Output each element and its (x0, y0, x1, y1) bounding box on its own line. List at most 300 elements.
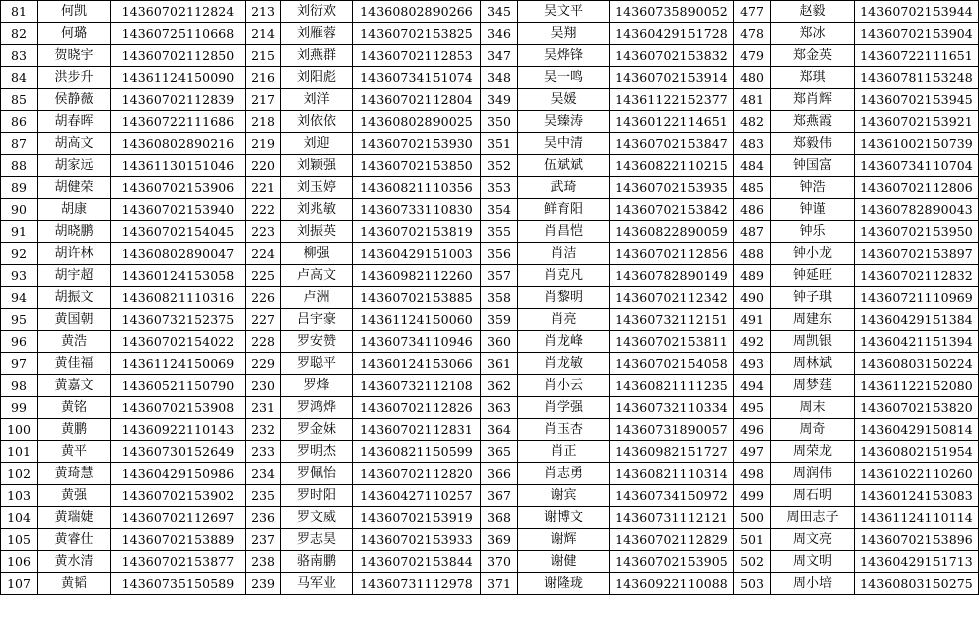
row-number-cell: 480 (734, 67, 771, 89)
student-id-cell: 14360732152375 (111, 309, 246, 331)
student-name-cell: 郑金英 (771, 45, 855, 67)
row-number-cell: 215 (246, 45, 281, 67)
student-id-cell: 14360702112820 (353, 463, 481, 485)
student-name-cell: 侯静薇 (38, 89, 111, 111)
student-id-cell: 14360429150814 (855, 419, 979, 441)
student-id-cell: 14360124153083 (855, 485, 979, 507)
student-id-cell: 14361124150090 (111, 67, 246, 89)
row-number-cell: 364 (481, 419, 518, 441)
student-name-cell: 周建东 (771, 309, 855, 331)
student-name-cell: 罗金妹 (281, 419, 353, 441)
student-name-cell: 罗志昊 (281, 529, 353, 551)
student-name-cell: 刘颖强 (281, 155, 353, 177)
student-name-cell: 赵毅 (771, 1, 855, 23)
table-row (1, 551, 979, 573)
table-row (1, 287, 979, 309)
student-name-cell: 罗聪平 (281, 353, 353, 375)
student-id-cell: 14360702153832 (610, 45, 734, 67)
student-name-cell: 罗文威 (281, 507, 353, 529)
student-id-cell: 14360702112826 (353, 397, 481, 419)
row-number-cell: 493 (734, 353, 771, 375)
student-name-cell: 贺晓宇 (38, 45, 111, 67)
student-id-cell: 14360702153902 (111, 485, 246, 507)
row-number-cell: 235 (246, 485, 281, 507)
student-id-cell: 14360429151713 (855, 551, 979, 573)
row-number-cell: 106 (1, 551, 38, 573)
student-id-cell: 14360702154045 (111, 221, 246, 243)
row-number-cell: 226 (246, 287, 281, 309)
row-number-cell: 93 (1, 265, 38, 287)
row-number-cell: 238 (246, 551, 281, 573)
student-name-cell: 吴烨锋 (518, 45, 610, 67)
table-row (1, 529, 979, 551)
row-number-cell: 91 (1, 221, 38, 243)
row-number-cell: 483 (734, 133, 771, 155)
student-name-cell: 胡振文 (38, 287, 111, 309)
row-number-cell: 371 (481, 573, 518, 595)
student-name-cell: 吴文平 (518, 1, 610, 23)
row-number-cell: 237 (246, 529, 281, 551)
student-name-cell: 郑冰 (771, 23, 855, 45)
student-name-cell: 胡高文 (38, 133, 111, 155)
student-name-cell: 洪步升 (38, 67, 111, 89)
table-row (1, 463, 979, 485)
student-name-cell: 肖小云 (518, 375, 610, 397)
student-id-cell: 14360802890047 (111, 243, 246, 265)
row-number-cell: 92 (1, 243, 38, 265)
student-name-cell: 黄浩 (38, 331, 111, 353)
student-name-cell: 卢洲 (281, 287, 353, 309)
student-id-cell: 14360521150790 (111, 375, 246, 397)
table-row (1, 507, 979, 529)
student-name-cell: 胡家远 (38, 155, 111, 177)
row-number-cell: 233 (246, 441, 281, 463)
row-number-cell: 98 (1, 375, 38, 397)
row-number-cell: 225 (246, 265, 281, 287)
row-number-cell: 213 (246, 1, 281, 23)
row-number-cell: 489 (734, 265, 771, 287)
student-name-cell: 周凯银 (771, 331, 855, 353)
table-row (1, 375, 979, 397)
row-number-cell: 228 (246, 331, 281, 353)
row-number-cell: 227 (246, 309, 281, 331)
row-number-cell: 104 (1, 507, 38, 529)
student-name-cell: 胡许林 (38, 243, 111, 265)
table-row (1, 243, 979, 265)
table-row (1, 89, 979, 111)
student-id-cell: 14360702154022 (111, 331, 246, 353)
student-name-cell: 周梦莛 (771, 375, 855, 397)
student-id-cell: 14360702112850 (111, 45, 246, 67)
student-name-cell: 刘兆敏 (281, 199, 353, 221)
student-name-cell: 卢高文 (281, 265, 353, 287)
student-id-cell: 14360702112856 (610, 243, 734, 265)
student-id-cell: 14360702153825 (353, 23, 481, 45)
row-number-cell: 221 (246, 177, 281, 199)
student-id-cell: 14360702153919 (353, 507, 481, 529)
table-row (1, 67, 979, 89)
student-id-cell: 14360782890149 (610, 265, 734, 287)
student-id-cell: 14361002150739 (855, 133, 979, 155)
student-name-cell: 黄瑞婕 (38, 507, 111, 529)
table-row (1, 397, 979, 419)
student-name-cell: 刘阳彪 (281, 67, 353, 89)
table-row (1, 111, 979, 133)
student-name-cell: 刘玉婷 (281, 177, 353, 199)
student-id-cell: 14360722111686 (111, 111, 246, 133)
row-number-cell: 494 (734, 375, 771, 397)
student-id-cell: 14360702112824 (111, 1, 246, 23)
student-id-cell: 14360702153819 (353, 221, 481, 243)
student-name-cell: 胡晓鹏 (38, 221, 111, 243)
student-id-cell: 14360702112832 (855, 265, 979, 287)
row-number-cell: 499 (734, 485, 771, 507)
student-name-cell: 黄韬 (38, 573, 111, 595)
student-id-cell: 14360702153944 (855, 1, 979, 23)
row-number-cell: 361 (481, 353, 518, 375)
row-number-cell: 107 (1, 573, 38, 595)
row-number-cell: 85 (1, 89, 38, 111)
student-id-cell: 14360732110334 (610, 397, 734, 419)
student-name-cell: 吴中清 (518, 133, 610, 155)
student-name-cell: 肖昌恺 (518, 221, 610, 243)
student-name-cell: 郑毅伟 (771, 133, 855, 155)
student-id-cell: 14360821150599 (353, 441, 481, 463)
row-number-cell: 87 (1, 133, 38, 155)
student-id-cell: 14360702112829 (610, 529, 734, 551)
row-number-cell: 497 (734, 441, 771, 463)
row-number-cell: 83 (1, 45, 38, 67)
row-number-cell: 355 (481, 221, 518, 243)
student-id-cell: 14360702112839 (111, 89, 246, 111)
student-name-cell: 黄水清 (38, 551, 111, 573)
student-name-cell: 周润伟 (771, 463, 855, 485)
student-name-cell: 钟子琪 (771, 287, 855, 309)
student-id-cell: 14361022110260 (855, 463, 979, 485)
student-name-cell: 刘雁蓉 (281, 23, 353, 45)
student-name-cell: 黄嘉文 (38, 375, 111, 397)
student-id-cell: 14360702153897 (855, 243, 979, 265)
student-id-cell: 14360702153908 (111, 397, 246, 419)
student-name-cell: 肖克凡 (518, 265, 610, 287)
student-id-cell: 14360702153885 (353, 287, 481, 309)
student-id-cell: 14360803150275 (855, 573, 979, 595)
student-id-cell: 14360124153066 (353, 353, 481, 375)
student-id-cell: 14360702153921 (855, 111, 979, 133)
row-number-cell: 502 (734, 551, 771, 573)
student-name-cell: 周末 (771, 397, 855, 419)
row-number-cell: 103 (1, 485, 38, 507)
row-number-cell: 214 (246, 23, 281, 45)
table-row (1, 419, 979, 441)
row-number-cell: 90 (1, 199, 38, 221)
student-id-cell: 14360802890266 (353, 1, 481, 23)
student-id-cell: 14360734110946 (353, 331, 481, 353)
student-id-cell: 14360702112697 (111, 507, 246, 529)
row-number-cell: 370 (481, 551, 518, 573)
student-name-cell: 钟浩 (771, 177, 855, 199)
student-name-cell: 郑燕霞 (771, 111, 855, 133)
student-id-cell: 14360124153058 (111, 265, 246, 287)
student-id-cell: 14360822890059 (610, 221, 734, 243)
student-name-cell: 郑琪 (771, 67, 855, 89)
student-id-cell: 14360982112260 (353, 265, 481, 287)
student-id-cell: 14361122152377 (610, 89, 734, 111)
row-number-cell: 356 (481, 243, 518, 265)
student-name-cell: 肖龙峰 (518, 331, 610, 353)
student-id-cell: 14360429150986 (111, 463, 246, 485)
student-id-cell: 14360781153248 (855, 67, 979, 89)
row-number-cell: 229 (246, 353, 281, 375)
student-name-cell: 郑肖辉 (771, 89, 855, 111)
row-number-cell: 345 (481, 1, 518, 23)
student-id-cell: 14360734150972 (610, 485, 734, 507)
student-id-cell: 14360735890052 (610, 1, 734, 23)
table-row (1, 221, 979, 243)
row-number-cell: 490 (734, 287, 771, 309)
student-id-cell: 14360725110668 (111, 23, 246, 45)
student-name-cell: 黄鹏 (38, 419, 111, 441)
row-number-cell: 222 (246, 199, 281, 221)
student-name-cell: 胡康 (38, 199, 111, 221)
student-id-cell: 14360821110314 (610, 463, 734, 485)
student-name-cell: 柳强 (281, 243, 353, 265)
student-id-cell: 14360421151394 (855, 331, 979, 353)
student-id-cell: 14361124150060 (353, 309, 481, 331)
student-name-cell: 钟国富 (771, 155, 855, 177)
student-id-cell: 14360702153850 (353, 155, 481, 177)
student-id-cell: 14360722111651 (855, 45, 979, 67)
row-number-cell: 217 (246, 89, 281, 111)
row-number-cell: 488 (734, 243, 771, 265)
row-number-cell: 368 (481, 507, 518, 529)
row-number-cell: 367 (481, 485, 518, 507)
row-number-cell: 498 (734, 463, 771, 485)
table-row (1, 441, 979, 463)
student-id-cell: 14360922110143 (111, 419, 246, 441)
student-name-cell: 伍斌斌 (518, 155, 610, 177)
row-number-cell: 485 (734, 177, 771, 199)
student-id-cell: 14360702153842 (610, 199, 734, 221)
row-number-cell: 239 (246, 573, 281, 595)
row-number-cell: 88 (1, 155, 38, 177)
student-name-cell: 谢辉 (518, 529, 610, 551)
student-id-cell: 14360702153889 (111, 529, 246, 551)
row-number-cell: 369 (481, 529, 518, 551)
student-id-cell: 14360702112831 (353, 419, 481, 441)
row-number-cell: 82 (1, 23, 38, 45)
student-id-cell: 14360702154058 (610, 353, 734, 375)
row-number-cell: 501 (734, 529, 771, 551)
student-name-cell: 肖志勇 (518, 463, 610, 485)
student-name-cell: 吴一鸣 (518, 67, 610, 89)
student-id-cell: 14360702153935 (610, 177, 734, 199)
student-name-cell: 钟谨 (771, 199, 855, 221)
student-name-cell: 刘振英 (281, 221, 353, 243)
table-row (1, 45, 979, 67)
row-number-cell: 362 (481, 375, 518, 397)
student-name-cell: 黄平 (38, 441, 111, 463)
student-name-cell: 谢博文 (518, 507, 610, 529)
student-name-cell: 周田志子 (771, 507, 855, 529)
row-number-cell: 481 (734, 89, 771, 111)
row-number-cell: 503 (734, 573, 771, 595)
student-name-cell: 钟乐 (771, 221, 855, 243)
row-number-cell: 482 (734, 111, 771, 133)
student-id-cell: 14360429151728 (610, 23, 734, 45)
student-name-cell: 刘洋 (281, 89, 353, 111)
student-name-cell: 肖亮 (518, 309, 610, 331)
row-number-cell: 218 (246, 111, 281, 133)
student-id-cell: 14360730152649 (111, 441, 246, 463)
table-row (1, 177, 979, 199)
student-id-cell: 14360802890216 (111, 133, 246, 155)
student-id-cell: 14360802151954 (855, 441, 979, 463)
student-name-cell: 周文明 (771, 551, 855, 573)
row-number-cell: 357 (481, 265, 518, 287)
student-name-cell: 肖洁 (518, 243, 610, 265)
student-id-cell: 14360702153844 (353, 551, 481, 573)
row-number-cell: 366 (481, 463, 518, 485)
student-id-cell: 14360821110316 (111, 287, 246, 309)
student-name-cell: 周荣龙 (771, 441, 855, 463)
row-number-cell: 479 (734, 45, 771, 67)
student-name-cell: 罗时阳 (281, 485, 353, 507)
row-number-cell: 491 (734, 309, 771, 331)
row-number-cell: 89 (1, 177, 38, 199)
student-id-cell: 14360702153877 (111, 551, 246, 573)
student-id-cell: 14360731112121 (610, 507, 734, 529)
student-id-cell: 14360733110830 (353, 199, 481, 221)
student-name-cell: 胡春晖 (38, 111, 111, 133)
student-name-cell: 肖正 (518, 441, 610, 463)
student-name-cell: 罗烽 (281, 375, 353, 397)
row-number-cell: 348 (481, 67, 518, 89)
row-number-cell: 500 (734, 507, 771, 529)
row-number-cell: 236 (246, 507, 281, 529)
student-name-cell: 周文亮 (771, 529, 855, 551)
row-number-cell: 105 (1, 529, 38, 551)
student-name-cell: 罗安赞 (281, 331, 353, 353)
table-row (1, 353, 979, 375)
student-id-cell: 14360734151074 (353, 67, 481, 89)
student-name-cell: 钟延旺 (771, 265, 855, 287)
row-number-cell: 84 (1, 67, 38, 89)
student-id-cell: 14360702153904 (855, 23, 979, 45)
student-id-cell: 14360702153906 (111, 177, 246, 199)
student-id-cell: 14360822110215 (610, 155, 734, 177)
row-number-cell: 484 (734, 155, 771, 177)
table-row (1, 199, 979, 221)
student-id-cell: 14361130151046 (111, 155, 246, 177)
row-number-cell: 101 (1, 441, 38, 463)
row-number-cell: 231 (246, 397, 281, 419)
student-id-cell: 14361122152080 (855, 375, 979, 397)
row-number-cell: 478 (734, 23, 771, 45)
student-id-cell: 14360702153940 (111, 199, 246, 221)
row-number-cell: 81 (1, 1, 38, 23)
student-name-cell: 刘依依 (281, 111, 353, 133)
row-number-cell: 477 (734, 1, 771, 23)
student-id-cell: 14360982151727 (610, 441, 734, 463)
row-number-cell: 351 (481, 133, 518, 155)
student-name-cell: 罗明杰 (281, 441, 353, 463)
student-name-cell: 罗鸿烨 (281, 397, 353, 419)
table-row (1, 573, 979, 595)
student-id-cell: 14360702153930 (353, 133, 481, 155)
student-name-cell: 黄睿仕 (38, 529, 111, 551)
row-number-cell: 487 (734, 221, 771, 243)
student-id-cell: 14360735150589 (111, 573, 246, 595)
student-id-cell: 14360702153811 (610, 331, 734, 353)
student-name-cell: 黄国朝 (38, 309, 111, 331)
student-id-cell: 14360427110257 (353, 485, 481, 507)
row-number-cell: 486 (734, 199, 771, 221)
row-number-cell: 354 (481, 199, 518, 221)
row-number-cell: 230 (246, 375, 281, 397)
student-name-cell: 黄铭 (38, 397, 111, 419)
row-number-cell: 219 (246, 133, 281, 155)
row-number-cell: 360 (481, 331, 518, 353)
student-name-cell: 黄琦慧 (38, 463, 111, 485)
student-id-cell: 14361124110114 (855, 507, 979, 529)
row-number-cell: 353 (481, 177, 518, 199)
table-row (1, 485, 979, 507)
row-number-cell: 94 (1, 287, 38, 309)
row-number-cell: 352 (481, 155, 518, 177)
roster-body (1, 1, 979, 595)
row-number-cell: 232 (246, 419, 281, 441)
row-number-cell: 216 (246, 67, 281, 89)
row-number-cell: 358 (481, 287, 518, 309)
row-number-cell: 234 (246, 463, 281, 485)
student-name-cell: 周林斌 (771, 353, 855, 375)
student-name-cell: 马军业 (281, 573, 353, 595)
student-id-cell: 14360702112806 (855, 177, 979, 199)
row-number-cell: 492 (734, 331, 771, 353)
student-id-cell: 14360702153914 (610, 67, 734, 89)
row-number-cell: 220 (246, 155, 281, 177)
row-number-cell: 99 (1, 397, 38, 419)
student-id-cell: 14360721110969 (855, 287, 979, 309)
row-number-cell: 96 (1, 331, 38, 353)
student-name-cell: 胡宇超 (38, 265, 111, 287)
student-name-cell: 胡健荣 (38, 177, 111, 199)
student-id-cell: 14360702153847 (610, 133, 734, 155)
student-id-cell: 14360731890057 (610, 419, 734, 441)
student-name-cell: 钟小龙 (771, 243, 855, 265)
table-row (1, 265, 979, 287)
student-name-cell: 吴翔 (518, 23, 610, 45)
table-row (1, 1, 979, 23)
student-id-cell: 14360922110088 (610, 573, 734, 595)
student-name-cell: 刘燕群 (281, 45, 353, 67)
row-number-cell: 347 (481, 45, 518, 67)
student-name-cell: 黄强 (38, 485, 111, 507)
student-id-cell: 14360702153933 (353, 529, 481, 551)
student-name-cell: 刘衍欢 (281, 1, 353, 23)
student-id-cell: 14360821111235 (610, 375, 734, 397)
row-number-cell: 97 (1, 353, 38, 375)
table-row (1, 331, 979, 353)
student-name-cell: 何凯 (38, 1, 111, 23)
student-id-cell: 14360122114651 (610, 111, 734, 133)
student-name-cell: 肖玉杏 (518, 419, 610, 441)
row-number-cell: 86 (1, 111, 38, 133)
student-id-cell: 14360702112342 (610, 287, 734, 309)
row-number-cell: 350 (481, 111, 518, 133)
row-number-cell: 349 (481, 89, 518, 111)
